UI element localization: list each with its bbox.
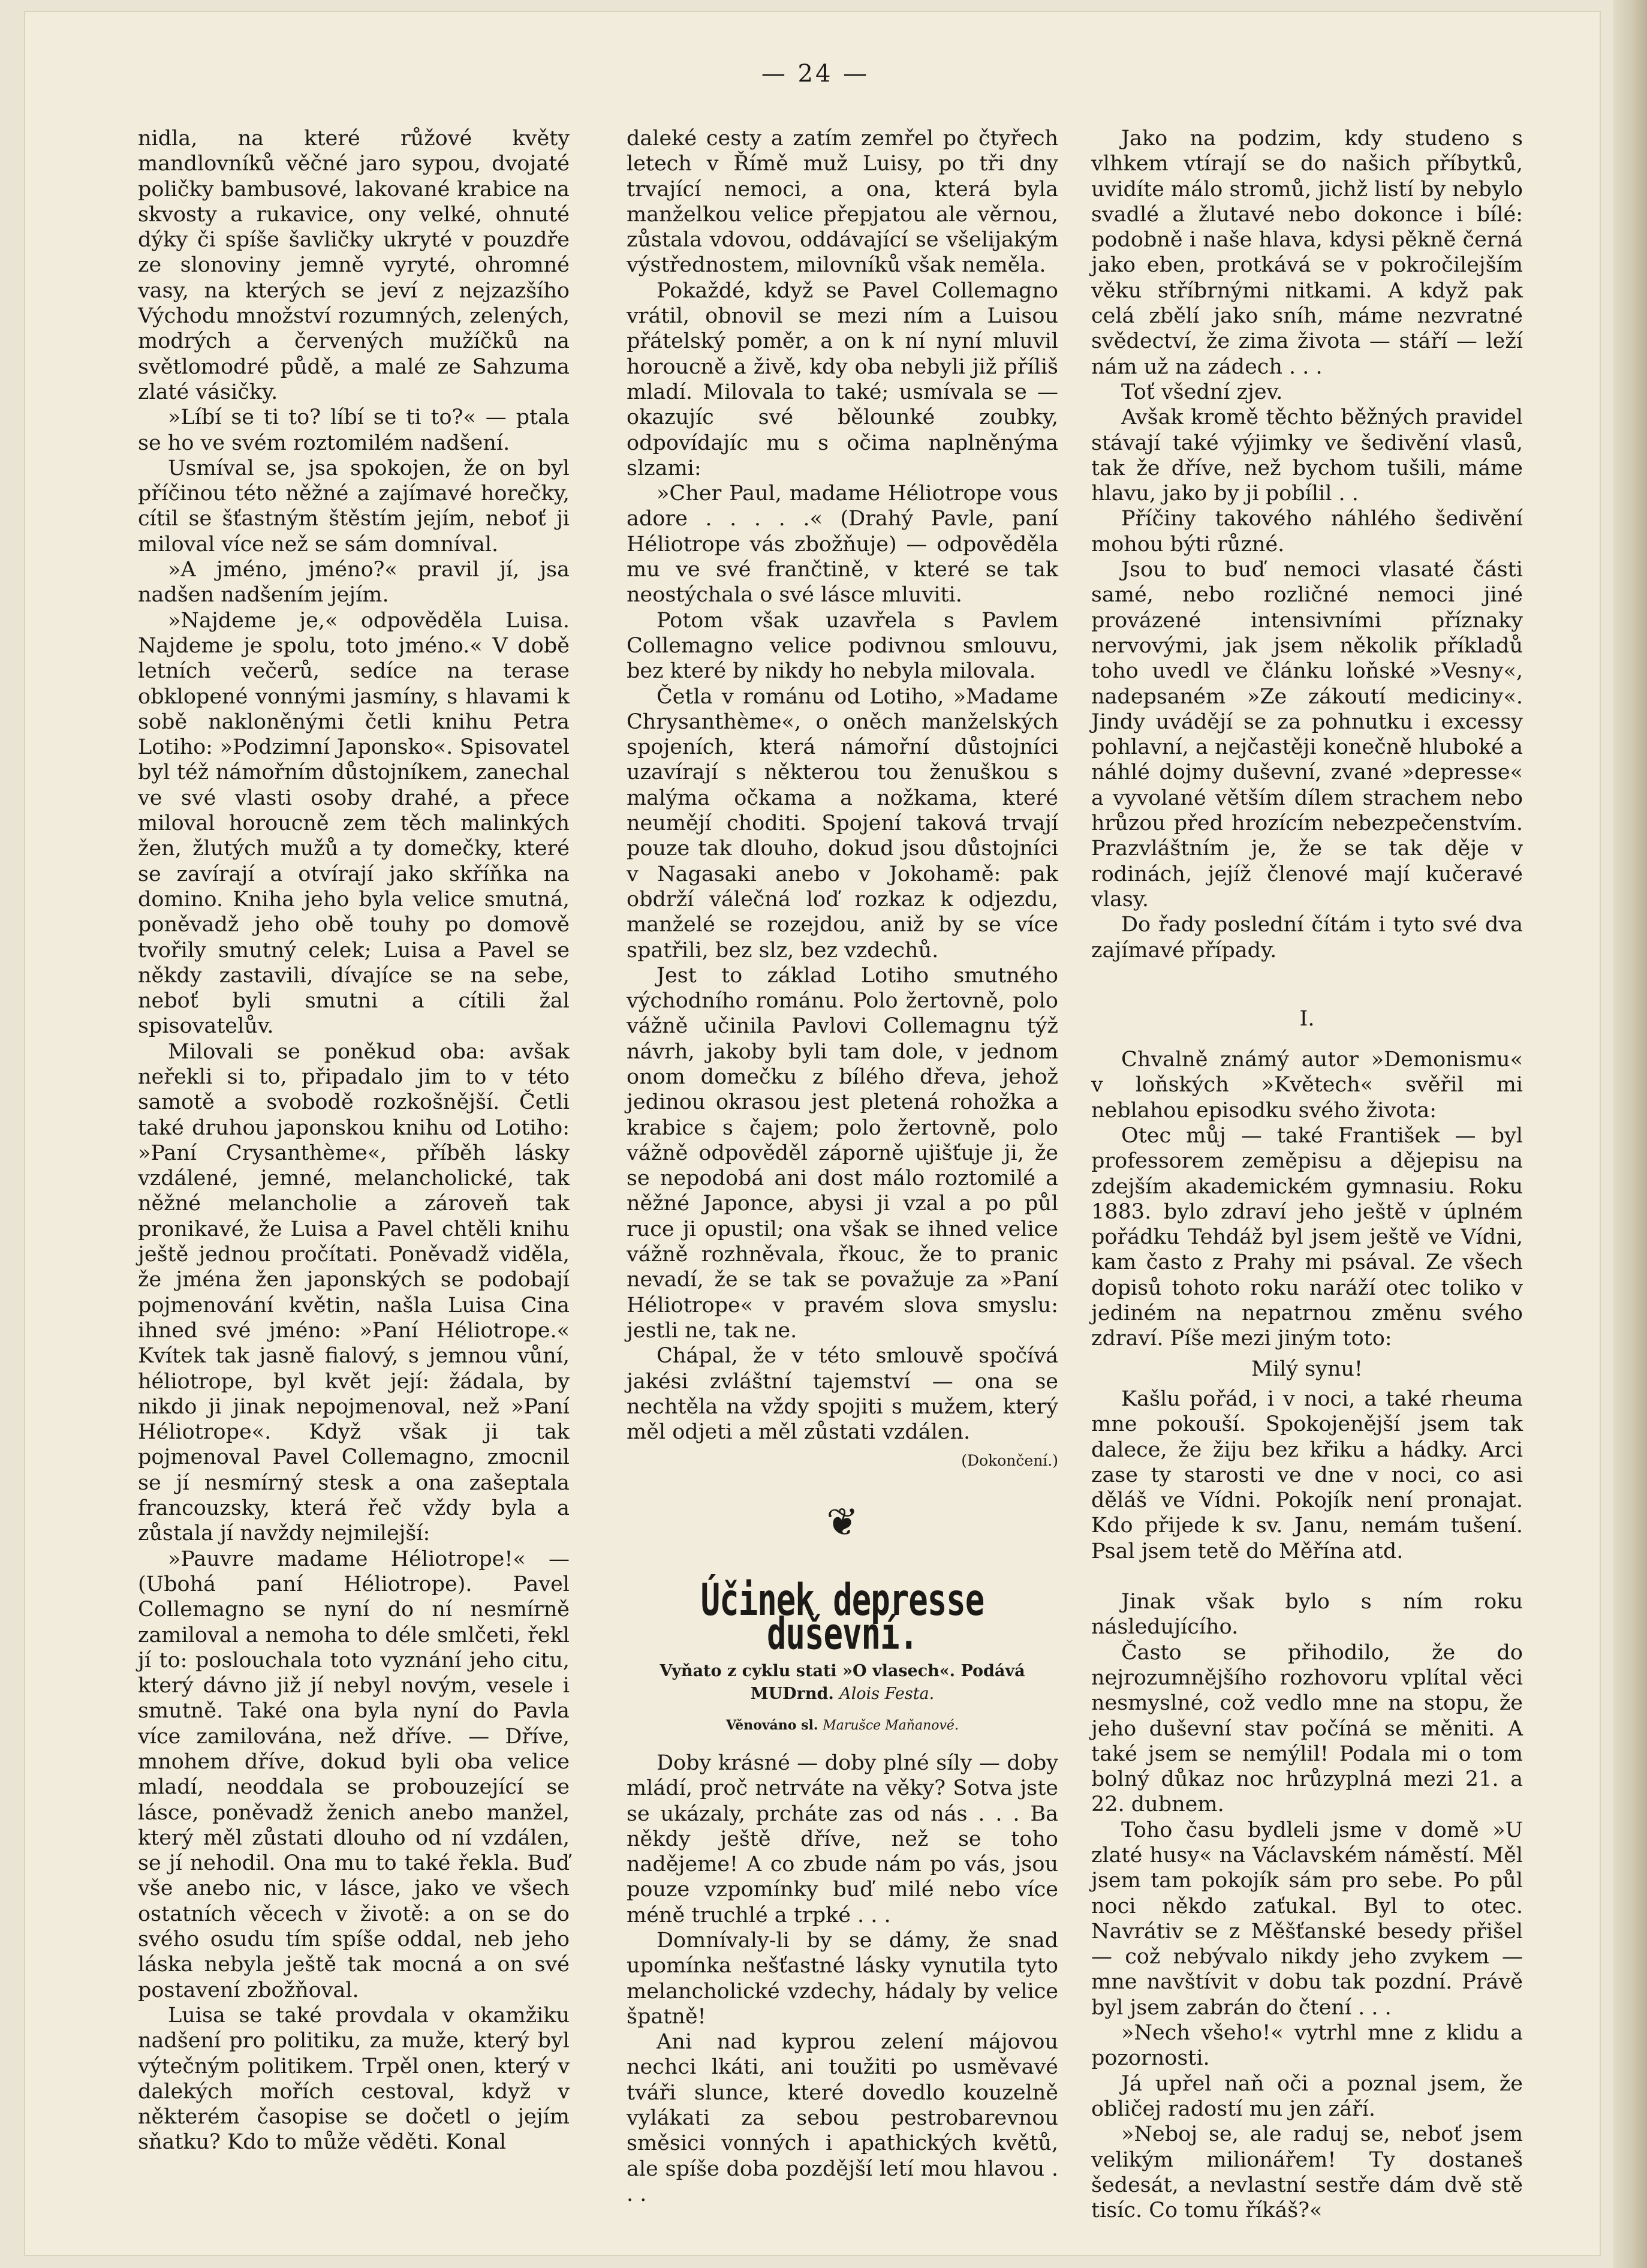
paragraph: »A jméno, jméno?« pravil jí, jsa nadšen nadšením jejím. [138, 558, 570, 607]
paragraph: Jsou to buď nemoci vlasaté části samé, nebo rozličné nemoci jiné provázené intensivními příznaky nervovými, jak jsem několik příkladů toho uvedl ve článku loňské »Vesny«, nadepsaném »Ze zákoutí mediciny«. Jindy uvádějí se za pohnutku i excessy pohlavní, a nejčastěji konečně hluboké a náhlé dojmy duševní, zvané »depresse« a vyvolané větším dílem strachem nebo hrůzou před hrozícím nebezpečenstvím. Prazvláštním je, že se tak děje v rodinách, jejíž členové mají kučeravé vlasy. [1091, 558, 1523, 912]
article-author: Alois Festa. [839, 1684, 935, 1703]
paragraph: Luisa se také provdala v okamžiku nadšení pro politiku, za muže, který byl výtečným politikem. Trpěl onen, který v dalekých mořích cestoval, když v některém časopise se dočetl o jejím sňatku? Kdo to může věděti. Konal [138, 2003, 570, 2155]
paragraph: »Neboj se, ale raduj se, neboť jsem velikým milionářem! Ty dostaneš šedesát, a nevlastní sestře dám dvě stě tisíc. Co tomu říkáš?« [1091, 2122, 1523, 2223]
dedication-text: Věnováno sl. [726, 1717, 818, 1733]
paragraph: Avšak kromě těchto běžných pravidel stávají také výjimky ve šedivění vlasů, tak že dříve, než bychom tušili, máme hlavu, jako by ji pobílil . . [1091, 405, 1523, 506]
paragraph: Jako na podzim, kdy studeno s vlhkem vtírají se do našich příbytků, uvidíte málo stromů, jichž listí by nebylo svadlé a žlutavé nebo dokonce i bílé: podobně i naše hlava, kdysi pěkně černá jako eben, protkává se v pokročilejším věku stříbrnými nitkami. A když pak celá zbělí jako sníh, máme nezvratné svědectví, že zima života — stáří — leží nám už na zádech . . . [1091, 127, 1523, 379]
article-dedication [627, 1713, 1058, 1738]
paragraph: »Líbí se ti to? líbí se ti to?« — ptala se ho ve svém roztomilém nadšení. [138, 405, 570, 455]
paragraph: Často se přihodilo, že do nejrozumnějšího rozhovoru vplítal věci nesmyslné, což vedlo mne na stopu, že jeho duševní stav počíná se měniti. A také jsem se nemýlil! Podala mi o tom bolný důkaz noc hrůzyplná mezi 21. a 22. dubnem. [1091, 1640, 1523, 1817]
paragraph: Doby krásné — doby plné síly — doby mládí, proč netrváte na věky? Sotva jste se ukázaly, prcháte zas od nás . . . Ba někdy ještě dříve, než se toho nadějeme! A co zbude nám po vás, jsou pouze vzpomínky buď milé nebo více méně truchlé a trpké . . . [627, 1750, 1058, 1927]
column-1 [138, 126, 570, 2155]
paragraph: Chápal, že v této smlouvě spočívá jakési zvláštní tajemství — ona se nechtěla na vždy spojiti s mužem, který měl odjeti a měl zůstati vzdálen. [627, 1344, 1058, 1445]
paragraph: »Najdeme je,« odpověděla Luisa. Najdeme je spolu, toto jméno.« V době letních večerů, sedíce na terase obklopené vonnými jasmíny, s hlavami k sobě nakloněnými četli knihu Petra Lotiho: »Podzimní Japonsko«. Spisovatel byl též námořním důstojníkem, zanechal ve své vlasti osoby drahé, a přece miloval horoucně zem těch malinkých žen, žlutých mužů a ty domečky, které se zavírají a otvírají jako skříňka na domino. Kniha jeho byla velice smutná, poněvadž jeho obě touhy po domově tvořily smutný celek; Luisa a Pavel se někdy zastavili, dívajíce se na sebe, neboť byli smutni a cítili žal spisovatelův. [138, 608, 570, 1039]
paragraph: Do řady poslední čítám i tyto své dva zajímavé případy. [1091, 913, 1523, 962]
letter-greeting: Milý synu! [1251, 1356, 1363, 1381]
paragraph: Potom však uzavřela s Pavlem Collemagno velice podivnou smlouvu, bez které by nikdy ho nebyla milovala. [627, 608, 1058, 684]
paragraph: Domnívaly-li by se dámy, že snad upomínka nešťastné lásky vynutila tyto melancholické vzdechy, hádaly by velice špatně! [627, 1929, 1058, 2029]
paragraph: »Cher Paul, madame Héliotrope vous adore . . . . .« (Drahý Pavle, paní Héliotrope vás zbožňuje) — odpověděla mu ve své frančtině, v které se tak neostýchala o své lásce mluviti. [627, 482, 1058, 607]
paragraph: Usmíval se, jsa spokojen, že on byl příčinou této něžné a zajímavé horečky, cítil se šťastným štěstím jejím, neboť ji miloval více než se sám domníval. [138, 456, 570, 557]
paragraph: Otec můj — také František — byl professorem zeměpisu a dějepisu na zdejším akademickém gymnasiu. Roku 1883. bylo zdraví jeho ještě v úplném pořádku Tehdáž byl jsem ještě ve Vídni, kam často z Prahy mi psával. Ze všech dopisů tohoto roku naráží otec toliko v jediném na nepatrnou změnu svého zdraví. Píše mezi jiným toto: [1091, 1123, 1523, 1351]
paragraph: Já upřel naň oči a poznal jsem, že obličej radostí mu jen září. [1091, 2071, 1523, 2121]
article-title: Účinek depresse duševní. [700, 1574, 984, 1660]
paragraph: Jinak však bylo s ním roku následujícího. [1091, 1590, 1523, 1640]
continued-note: (Dokončení.) [961, 1452, 1058, 1470]
section-number: I. [1299, 1006, 1315, 1031]
paragraph: Ani nad kyprou zelení májovou nechci lkáti, ani toužiti po usměvavé tváři slunce, které dovedlo kouzelně vylákati za sebou pestrobarevnou směsici vonných i apathických květů, ale spíše doba pozdější letí mou hlavou . . . [627, 2030, 1058, 2206]
letter-paragraph: Kašlu pořád, i v noci, a také rheuma mne pokouší. Spokojenější jsem tak dalece, že žiju bez křiku a hádky. Arci zase ty starosti ve dne v noci, co asi děláš ve Vídni. Pokojík není pronajat. Kdo přijede k sv. Janu, nemám tušení. Psal jsem tetě do Měřína atd. [1091, 1386, 1523, 1563]
paragraph: daleké cesty a zatím zemřel po čtyřech letech v Římě muž Luisy, po tři dny trvající nemoci, a ona, která byla manželkou velice přepjatou ale věrnou, zůstala vdovou, oddávající se všelijakým výstřednostem, milovníků však neměla. [627, 127, 1058, 278]
paragraph: Jest to základ Lotiho smutného východního románu. Polo žertovně, polo vážně učinila Pavlovi Collemagnu týž návrh, jakoby byli tam dole, v jednom onom domečku z bílého dřeva, jehož jedinou okrasou jest pletená rohožka a krabice s čajem; polo žertovně, polo vážně odpověděl záporně ujišťuje ji, že se nepodobá ani dost málo roztomilé a něžné Japonce, abysi ji vzal a po půl ruce ji opustil; ona však se ihned velice vážně rozhněvala, řkouc, že to pranic nevadí, že se tak se považuje za »Paní Héliotrope« v pravém slova smyslu: jestli ne, tak ne. [627, 963, 1058, 1343]
column-2 [627, 126, 1058, 2207]
paragraph: nidla, na které růžové květy mandlovníků věčné jaro sypou, dvojaté poličky bambusové, lakované krabice na skvosty a rukavice, ony velké, ohnuté dýky či spíše šavličky ukryté v pouzdře ze slonoviny jemně vyryté, ohromné vasy, na kterých se jeví z nejzazšího Východu množství rozumných, zelených, modrých a červených mužíčků na světlomodré půdě, a malé ze Sahzuma zlaté vásičky. [138, 127, 570, 404]
binding-edge [1613, 0, 1647, 2268]
paragraph: Příčiny takového náhlého šedivění mohou býti různé. [1091, 507, 1523, 557]
dedicatee: Marušce Maňanové. [823, 1717, 959, 1733]
paragraph: Milovali se poněkud oba: avšak neřekli si to, připadalo jim to v této samotě a svobodě rozkošnější. Četli také druhou japonskou knihu od Lotiho: »Paní Crysanthème«, příběh lásky vzdálené, jemné, melancholické, tak něžné melancholie a zároveň tak pronikavé, že Luisa a Pavel chtěli knihu ještě jednou pročítati. Poněvadž viděla, že jména žen japonských se podobají pojmenování květin, našla Luisa Cina ihned své jméno: »Paní Héliotrope.« Kvítek tak jasně fialový, s jemnou vůní, héliotrope, byl květ její: žádala, by nikdo ji jinak nepojmenoval, než »Paní Héliotrope«. Když však ji tak pojmenoval Pavel Collemagno, zmocnil se jí nesmírný stesk a ona zašeptala francouzsky, která řeč vždy byla a zůstala jí navždy nejmilejší: [138, 1039, 570, 1546]
paragraph: »Pauvre madame Héliotrope!« — (Ubohá paní Héliotrope). Pavel Collemagno se nyní do ní nesmírně zamiloval a nemoha to déle smlčeti, řekl jí to: poslouchala toto vyznání jeho citu, který dávno již jí nebyl novým, vesele i smutně. Také ona byla nyní do Pavla více zamilována, než dříve. — Dříve, mnohem dříve, dokud byli oba velice mladí, neoddala se probouzející se lásce, poněvadž ženich anebo manžel, který měl zůstati dlouho od ní vzdálen, se jí nehodil. Ona mu to také řekla. Buď vše anebo nic, v lásce, jako ve všech ostatních věcech v životě: a on se do svého osudu tím spíše oddal, neb jeho láska nebyla ještě tak mocná a on své postavení zbožňoval. [138, 1547, 570, 2002]
paragraph: Četla v románu od Lotiho, »Madame Chrysanthème«, o oněch manželských spojeních, která námořní důstojníci uzavírají s některou tou ženuškou s malýma očkama a nožkama, které neumějí choditi. Spojení taková trvají pouze tak dlouho, dokud jsou důstojníci v Nagasaki anebo v Jokohamě: pak obdrží válečná loď rozkaz k odjezdu, manželé se rozejdou, aniž by se více spatřili, bez slz, bez vzdechů. [627, 684, 1058, 962]
paragraph: Toho času bydleli jsme v domě »U zlaté husy« na Václavském náměstí. Měl jsem tam pokojík sám pro sebe. Po půl noci někdo zaťukal. Byl to otec. Navrátiv se z Měšťanské besedy přišel — což nebývalo nikdy jeho zvykem — mne navštívit v dobu tak pozdní. Právě byl jsem zabrán do čtení . . . [1091, 1818, 1523, 2020]
page-number: — 24 — [761, 60, 870, 88]
column-3 [1091, 126, 1523, 2223]
paragraph: Toť všední zjev. [1121, 380, 1283, 404]
article-subtitle [627, 1660, 1058, 1705]
article-subtitle-text: Vyňato z cyklu stati »O vlasech«. Podává MUDrnd. [660, 1661, 1025, 1703]
paragraph: »Nech všeho!« vytrhl mne z klidu a pozornosti. [1091, 2021, 1523, 2071]
ornament-icon: ❦ [826, 1500, 859, 1545]
paragraph: Chvalně známý autor »Demonismu« v loňských »Květech« svěřil mi neblahou episodku svého života: [1091, 1048, 1523, 1123]
paragraph: Pokaždé, když se Pavel Collemagno vrátil, obnovil se mezi ním a Luisou přátelský poměr, a on k ní nyní mluvil horoucně a živě, kdy oba nebyli již příliš mladí. Milovala to také; usmívala se — okazujíc své bělounké zoubky, odpovídajíc mu s očima naplněnýma slzami: [627, 278, 1058, 480]
